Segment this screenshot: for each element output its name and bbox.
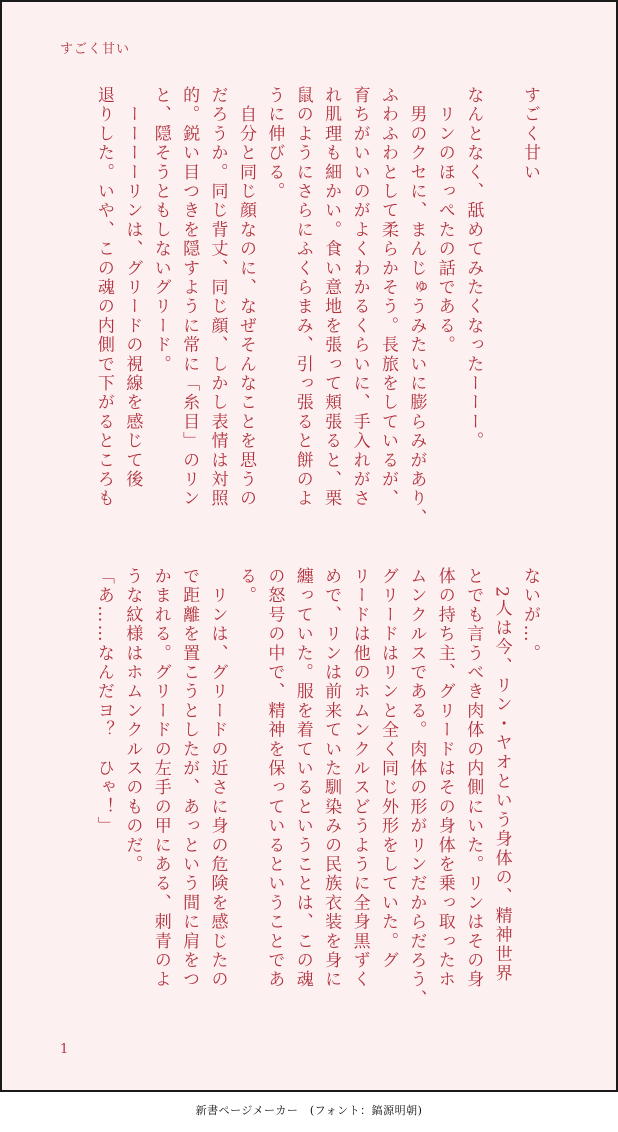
running-header: すごく甘い	[60, 42, 131, 57]
text-column-bottom: ないが…。 2人は今、リン・ヤオという身体の、精神世界 とでも言うべき肉体の内側にいた。リンはその身 体の持ち主、グリードはその身体を乗っ取ったホ ムンクルスである。肉体の形がリンだからだろう、 グリードはリンと全く同じ外形をしていた。グ リードは他のホムンクルスどうように全身黒ずく めで、リンは前来ていた馴染みの民族衣装を身に 纏っていた。服を着ているということは、この魂 の怒号の中で、精神を保っているということであ る。 リンは、グリードの近さに身の危険を感じたの で距離を置こうとしたが、あっという間に肩をつ かまれる。グリードの左手の甲にある、刺青のよ うな紋様はホムンクルスのものだ。 「あ……なんだヨ？ ひゃ！」	[93, 567, 540, 1009]
page-number: 1	[60, 1042, 69, 1057]
footer-caption: 新書ページメーカー (フォント：鎬源明朝)	[195, 1104, 423, 1117]
text-column-top: すごく甘い なんとなく、舐めてみたくなったーーー。 リンのほっぺたの話である。 男のクセに、まんじゅうみたいに膨らみがあり、 ふわふわとして柔らかそう。長旅をしているが、 育ちがいいのがよくわかるくらいに、手入れがさ れ肌理も細かい。食い意地を張って頬張ると、栗 鼠のようにさらにふくらまみ、引っ張ると餅のよ うに伸びる。 自分と同じ顔なのに、なぜそんなことを思うの だろうか。同じ背丈、同じ顔、しかし表情は対照 的。鋭い目つきを隠すように常に「糸目」のリン と、隠そうともしないグリード。 ーーーーリンは、グリードの視線を感じて後 退りした。いや、この魂の内側で下がるところも	[93, 86, 540, 528]
